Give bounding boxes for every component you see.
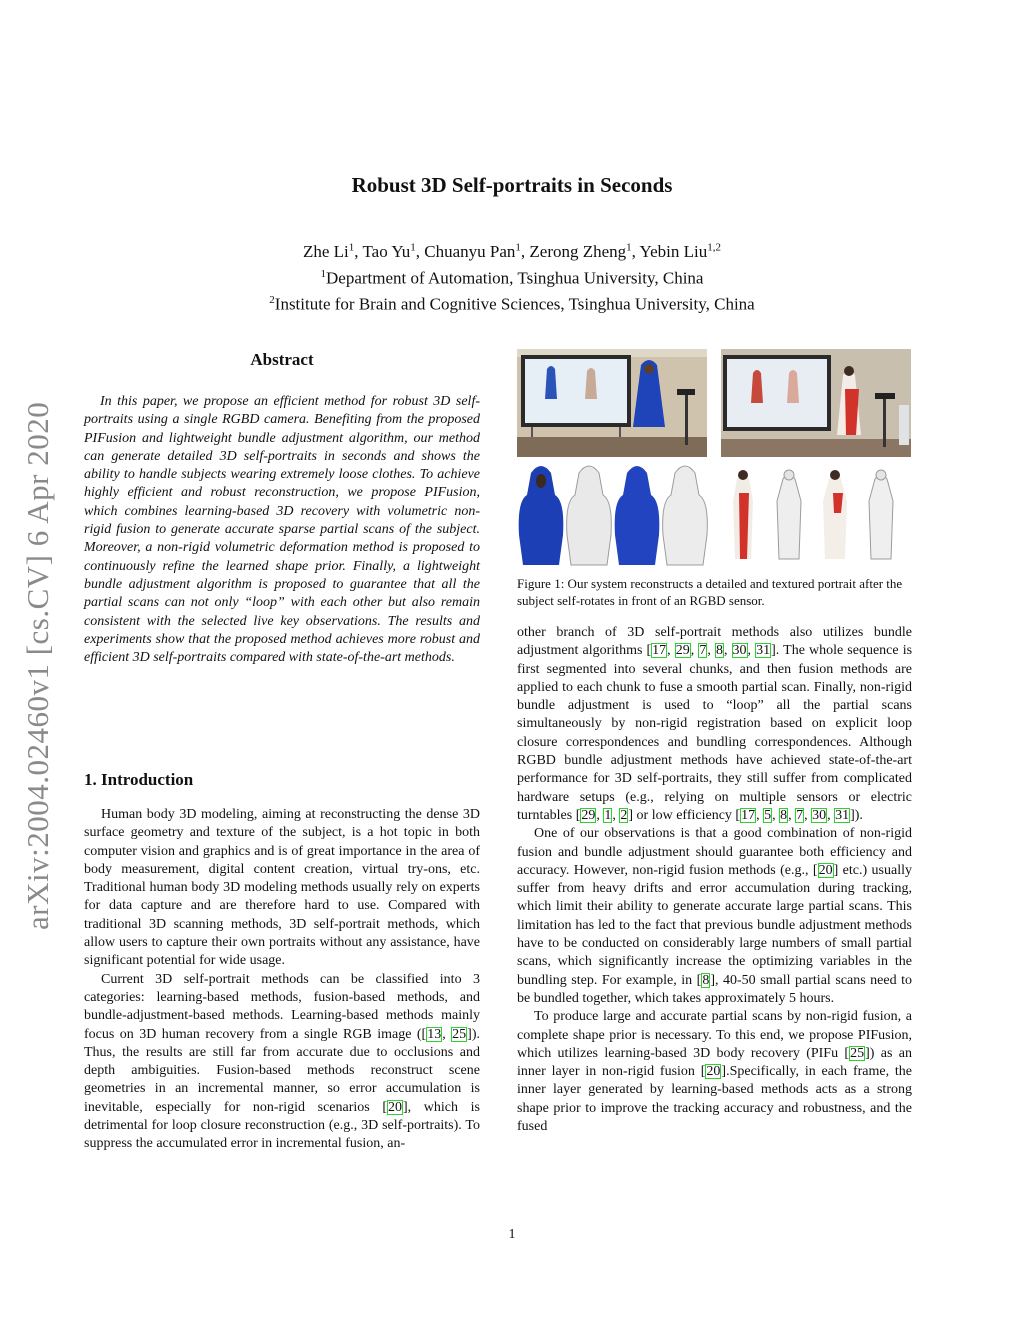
citation-link[interactable]: 8 <box>715 643 723 659</box>
affiliation-1 <box>0 263 1024 290</box>
aff-text: Department of Automation, Tsinghua University, China <box>326 268 704 288</box>
author-name: Chuanyu Pan <box>424 241 516 261</box>
section-heading-introduction: 1. Introduction <box>84 770 194 789</box>
citation-link[interactable]: 1 <box>604 807 612 823</box>
paper-title: Robust 3D Self-portraits in Seconds <box>351 173 673 197</box>
text-run: ], which is detrimental for loop closure reconstruction (e.g., 3D self-portraits). To suppress the accumulated error in incremental fusion, an- <box>84 1099 480 1152</box>
figure-photo-right <box>721 349 911 457</box>
capture-scene-right <box>721 349 911 457</box>
text-run: ]). Thus, the results are still far from accurate due to occlusions and depth ambiguities. Fusion-based methods reconstruct scene geometries in an incremental manner, so error accumulation is inevitable, especially for non-rigid scenarios [ <box>84 1026 480 1115</box>
citation-link[interactable]: 20 <box>818 862 833 878</box>
author-name: Tao Yu <box>362 241 411 261</box>
author-sup: 1 <box>348 241 355 253</box>
citation-link[interactable]: 25 <box>452 1026 467 1042</box>
arxiv-stamp: arXiv:2004.02460v1 [cs.CV] 6 Apr 2020 <box>20 401 55 930</box>
abstract-body <box>84 393 480 667</box>
citation-link[interactable]: 8 <box>780 807 788 823</box>
author-sup: 1 <box>626 241 632 253</box>
aff-sup: 1 <box>320 267 326 280</box>
author-list: Zhe Li$^1$, Tao Yu$^1$, Chuanyu Pan$^1$, Zerong Zheng$^1$, Yebin Liu$^{1,2}$ <box>302 241 721 261</box>
text-run: other branch of 3D self-portrait methods also utilizes bundle adjustment algorithms [ <box>517 625 912 659</box>
author-name: Yebin Liu <box>639 241 708 261</box>
figure-caption: Figure 1: Our system reconstructs a detailed and textured portrait after the subject self-rotates in front of an RGBD sensor. <box>517 576 903 608</box>
citation-link[interactable]: 20 <box>388 1099 403 1115</box>
aff-text: Institute for Brain and Cognitive Sciences, Tsinghua University, China <box>274 294 755 314</box>
text-run: ] etc.) usually suffer from heavy drifts and error accumulation during tracking, which limit their ability to generate accurate large partial scans. This limitation has led to the fact that previous bundle adjustment methods have to be conducted on considerably large numbers of small partial scans, which significantly increase the optimizing variables in the bundling step. For example, in [ <box>517 862 912 988</box>
right-paragraph-3 <box>517 1008 912 1136</box>
right-paragraph-1: other branch of 3D self-portrait methods also utilizes bundle adjustment algorithms [17, 29, 7, 8, 30, 31]. The whole sequence is first segmented into several chunks, and then fusion methods are applied to each chunk to fuse a smooth partial scan. Finally, non-rigid bundle adjustment is used to “loop” all the partial scans simultaneously by non-rigid registration based on explicit loop closure correspondences and bundling correspondences. Although RGBD bundle adjustment methods have achieved state-of-the-art performance for 3D self-portraits, they still suffer from complicated hardware setups (e.g., relying on multiple sensors or electric turntables [29, 1, 2] or low efficiency [17, 5, 8, 7, 30, 31]). <box>517 625 913 823</box>
model-red-back-textured <box>823 470 847 559</box>
citation-link[interactable]: 7 <box>796 807 804 823</box>
figure-model-row <box>517 463 912 568</box>
text-run: ]) as an inner layer in non-rigid fusion [ <box>517 1045 912 1080</box>
author-block <box>0 236 1024 316</box>
text-run: ] or low efficiency [ <box>628 807 741 823</box>
author-sup: 1,2 <box>707 241 721 253</box>
page-number: 1 <box>508 1227 516 1242</box>
citation-link[interactable]: 20 <box>706 1064 721 1080</box>
text-run: To produce large and accurate partial scans by non-rigid fusion, a complete shape prior is necessary. To this end, we propose PIFusion, which utilizes learning-based 3D body recovery (PIFu [ <box>517 1009 912 1061</box>
citation-link[interactable]: 8 <box>702 972 710 988</box>
citation-link[interactable]: 17 <box>652 643 667 659</box>
citation-link[interactable]: 31 <box>835 807 850 823</box>
text-run: One of our observations is that a good combination of non-rigid fusion and bundle adjustment should guarantee both efficiency and accuracy. However, non-rigid fusion methods (e.g., [ <box>517 826 912 878</box>
intro-paragraph-1: Human body 3D modeling, aiming at reconstructing the dense 3D surface geometry and texture of the subject, is a hot topic in both computer vision and graphics and is of great importance in the area of body measurement, digital content creation, virtual try-ons, etc. Traditional human body 3D modeling methods usually rely on experts for data capture and are therefore hard to use. Compared with traditional 3D scanning methods, 3D self-portrait methods, which allow users to capture their own portraits without any assistance, have significant potential for wide usage. <box>84 807 480 969</box>
intro-paragraph-2: Current 3D self-portrait methods can be classified into 3 categories: learning-based methods, fusion-based methods, and bundle-adjustment-based methods. Learning-based methods mainly focus on 3D human recovery from a single RGB image ([13, 25]). Thus, the results are still far from accurate due to occlusions and depth ambiguities. Fusion-based methods reconstruct scene geometries in an incremental manner, so error accumulation is inevitable, especially for non-rigid scenarios [20], which is detrimental for loop closure reconstruction (e.g., 3D self-portraits). To suppress the accumulated error in incremental fusion, an- <box>84 971 480 1152</box>
right-column-body <box>517 624 912 1136</box>
text-run: Current 3D self-portrait methods can be classified into 3 categories: learning-based methods, fusion-based methods, and bundle-adjustment-based methods. Learning-based methods mainly focus on 3D human recovery from a single RGB image ([ <box>84 971 480 1042</box>
author-sup: 1 <box>410 241 416 253</box>
abstract-heading: Abstract <box>250 350 314 369</box>
right-paragraph-2 <box>517 825 912 1008</box>
aff-sup: 2 <box>269 294 275 307</box>
author-name: Zerong Zheng <box>529 241 627 261</box>
model-geometry-front <box>567 466 612 565</box>
author-sup: 1 <box>515 241 521 253</box>
text-run: ], 40-50 small partial scans need to be bundled together, which takes approximately 5 hours. <box>517 972 912 1006</box>
citation-link[interactable]: 30 <box>732 643 747 659</box>
model-blue-front-textured <box>519 466 564 565</box>
model-geometry-back-2 <box>869 470 893 559</box>
citation-link[interactable]: 17 <box>741 807 756 823</box>
reconstruction-models <box>517 463 912 568</box>
citation-link[interactable]: 31 <box>756 643 771 659</box>
intro-body <box>84 806 480 1154</box>
citation-link[interactable]: 25 <box>850 1045 865 1061</box>
model-geometry-back <box>663 466 708 565</box>
citation-link[interactable]: 29 <box>675 643 690 659</box>
citation-link[interactable]: 13 <box>427 1026 442 1042</box>
citation-link[interactable]: 30 <box>812 807 827 823</box>
citation-link[interactable]: 29 <box>581 807 596 823</box>
citation-link[interactable]: 5 <box>764 807 772 823</box>
model-red-front-textured <box>733 470 753 559</box>
model-geometry-front-2 <box>777 470 801 559</box>
figure-photo-left <box>517 349 707 457</box>
citation-link[interactable]: 2 <box>620 807 628 823</box>
affiliation-2 <box>0 289 1024 316</box>
text-run: ].Specifically, in each frame, the inner layer generated by learning-based methods acts as a strong shape prior to improve the tracking accuracy and robustness, and the fused <box>517 1064 912 1135</box>
model-blue-back-textured <box>615 466 660 565</box>
text-run: ]. The whole sequence is first segmented into several chunks, and then fusion methods are applied to each chunk to fuse a smooth partial scan. Finally, non-rigid bundle adjustment is used to “loop” all the partial scans simultaneously by non-rigid registration based on explicit loop closure correspondences and bundling correspondences. Although RGBD bundle adjustment methods have achieved state-of-the-art performance for 3D self-portraits, they still suffer from complicated hardware setups (e.g., relying on multiple sensors or electric turntables [ <box>517 643 913 823</box>
capture-scene-left <box>517 349 707 457</box>
author-name: Zhe Li <box>302 241 349 261</box>
citation-link[interactable]: 7 <box>699 643 707 659</box>
text-run: ]). <box>850 807 863 823</box>
abstract-text: In this paper, we propose an efficient method for robust 3D self-portraits using a single RGBD camera. Benefiting from the proposed PIFusion and lightweight bundle adjustment algorithm, our method can generate detailed 3D self-portraits in seconds and shows the ability to handle subjects wearing extremely loose clothes. To achieve highly efficient and robust reconstruction, we propose PIFusion, which combines learning-based 3D recovery with volumetric non-rigid fusion to generate accurate sparse partial scans of the subject. Moreover, a non-rigid volumetric deformation method is proposed to continuously refine the learned shape prior. Finally, a lightweight bundle adjustment algorithm is proposed to guarantee that all the partial scans can not only “loop” with each other but also remain consistent with the selected live key observations. The results and experiments show that the proposed method achieves more robust and efficient 3D self-portraits compared with state-of-the-art methods. <box>84 394 480 666</box>
